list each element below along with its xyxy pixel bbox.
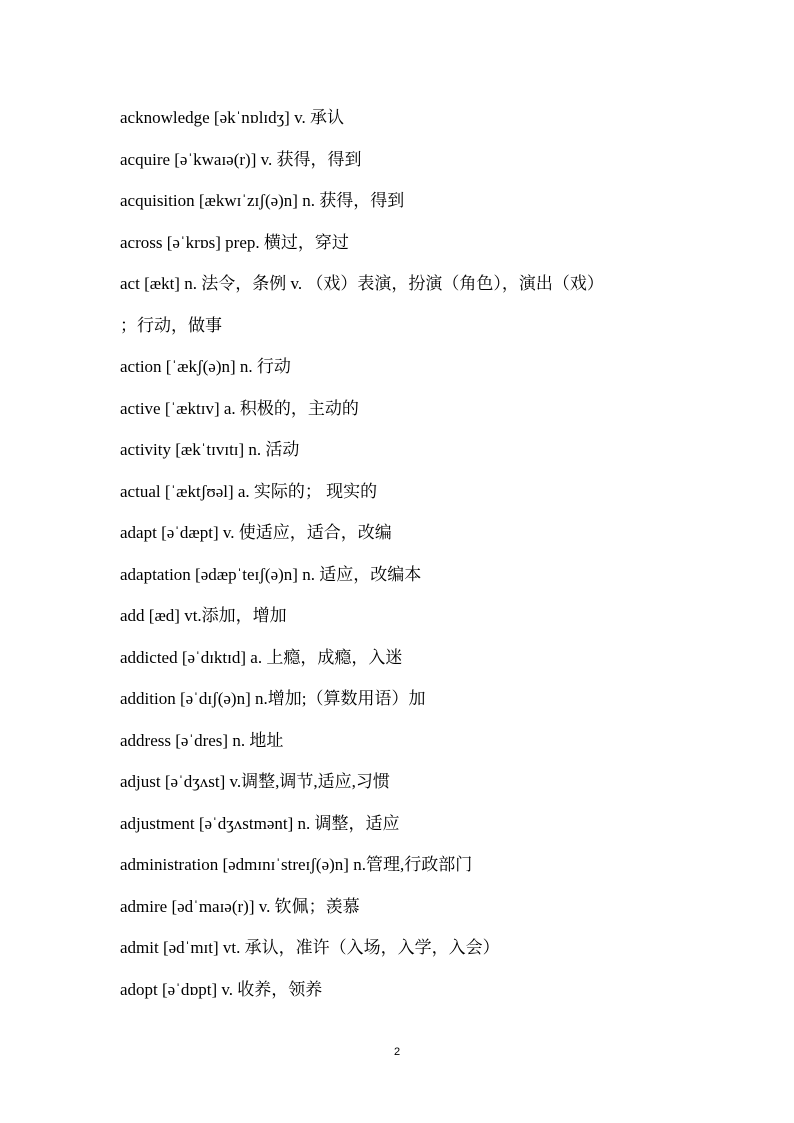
- entry-active: active [ˈæktɪv] a. 积极的，主动的: [120, 398, 359, 418]
- page-number: 2: [393, 1046, 401, 1058]
- entry-action: action [ˈækʃ(ə)n] n. 行动: [120, 357, 291, 376]
- entry-acquire: acquire [əˈkwaɪə(r)] v. 获得，得到: [120, 149, 362, 169]
- entry-adjustment: adjustment [əˈdʒʌstmənt] n. 调整，适应: [120, 813, 400, 833]
- entry-address: address [əˈdres] n. 地址: [120, 730, 284, 750]
- entry-across: across [əˈkrɒs] prep. 横过，穿过: [120, 232, 349, 252]
- entry-act: act [ækt] n. 法令，条例 v. （戏）表演，扮演（角色），演出（戏）: [120, 274, 604, 293]
- entry-admit: admit [ədˈmɪt] vt. 承认，准许（入场，入学，入会）: [120, 938, 500, 957]
- entry-activity: activity [ækˈtɪvɪtɪ] n. 活动: [120, 440, 300, 459]
- entry-adaptation: adaptation [ədæpˈteɪʃ(ə)n] n. 适应，改编本: [120, 564, 422, 584]
- entry-admire: admire [ədˈmaɪə(r)] v. 钦佩；羡慕: [120, 896, 360, 916]
- entry-administration: administration [ədmɪnɪˈstreɪʃ(ə)n] n.管理,行政部门: [120, 855, 473, 874]
- entry-acknowledge: acknowledge [əkˈnɒlɪdʒ] v. 承认: [120, 108, 344, 127]
- entry-addition: addition [əˈdɪʃ(ə)n] n.增加;（算数用语）加: [120, 689, 426, 708]
- vocabulary-list: [120, 104, 680, 1017]
- entry-actual: actual [ˈæktʃʊəl] a. 实际的； 现实的: [120, 481, 378, 501]
- entry-adopt: adopt [əˈdɒpt] v. 收养，领养: [120, 979, 323, 999]
- entry-adjust: adjust [əˈdʒʌst] v.调整,调节,适应,习惯: [120, 772, 390, 791]
- entry-add: add [æd] vt.添加，增加: [120, 606, 287, 625]
- entry-act-continuation: ；行动，做事: [120, 315, 222, 335]
- entry-acquisition: acquisition [ækwɪˈzɪʃ(ə)n] n. 获得，得到: [120, 191, 405, 210]
- entry-adapt: adapt [əˈdæpt] v. 使适应，适合，改编: [120, 523, 392, 542]
- entry-addicted: addicted [əˈdɪktɪd] a. 上瘾，成瘾，入迷: [120, 647, 403, 667]
